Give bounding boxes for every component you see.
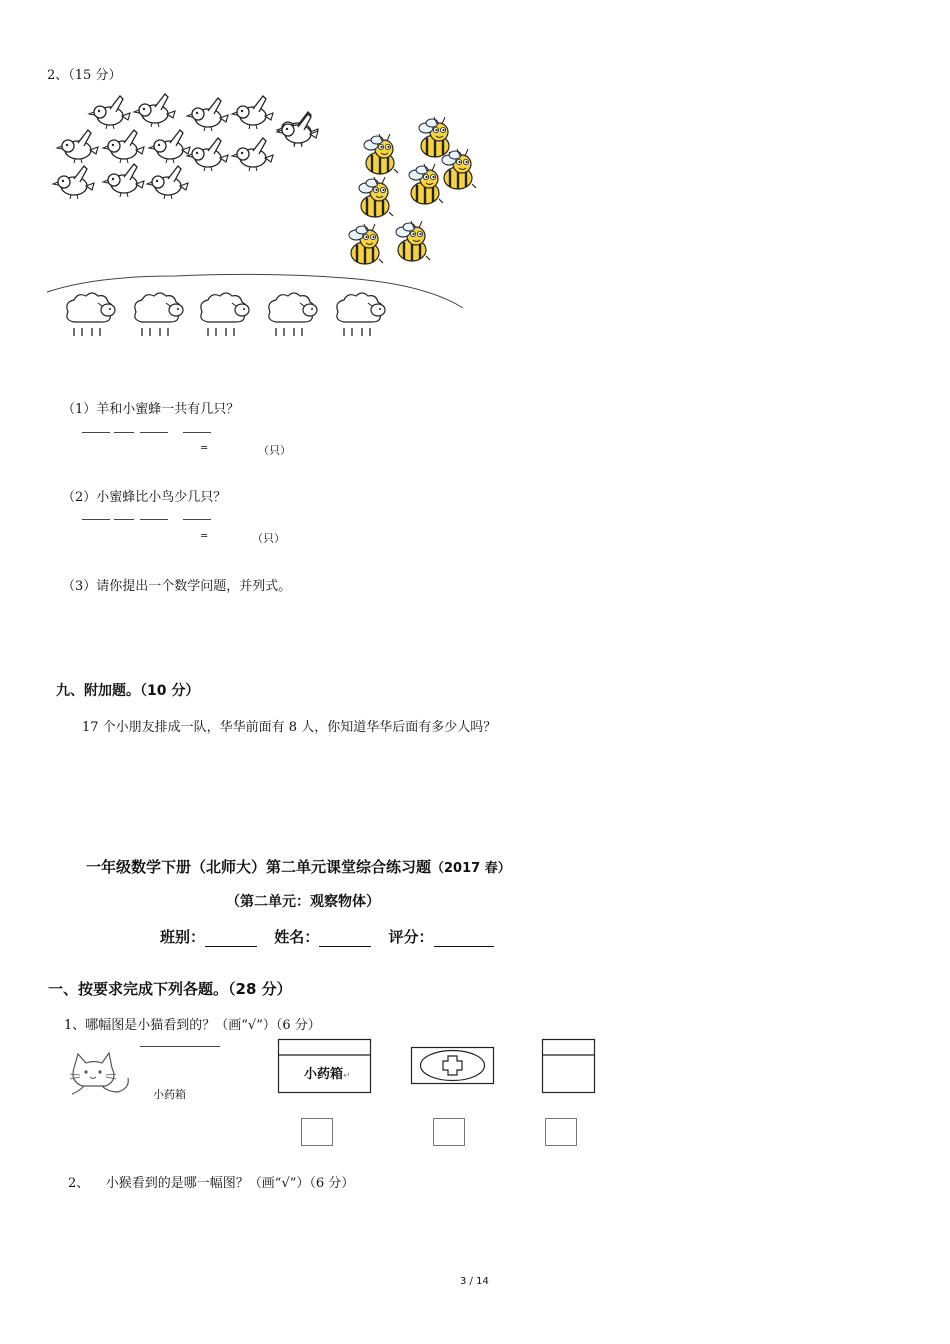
birds-illustration [40,90,340,210]
option-b-checkbox[interactable] [433,1118,465,1146]
answer-blank[interactable] [114,432,134,433]
section-9-question: 17 个小朋友排成一队，华华前面有 8 人，你知道华华后面有多少人吗？ [82,720,497,735]
bee-icon [396,221,430,261]
student-info-row [160,926,494,947]
answer-blank[interactable] [82,432,110,433]
question-2b-text: 2、 小猴看到的是哪一幅图？（画“√”）（6 分） [68,1176,355,1191]
option-c-checkbox[interactable] [545,1118,577,1146]
answer-blank[interactable] [114,519,134,520]
question-2-title: 2、（15 分） [47,68,122,83]
sheep-icon [135,293,183,336]
table-top-line [140,1046,220,1047]
answer-blank[interactable] [140,519,168,520]
bird-icon [103,130,144,163]
medicine-box-label: 小药箱 [153,1088,186,1101]
section-1-title: 一、按要求完成下列各题。（28 分） [48,980,292,998]
class-field[interactable] [205,932,257,947]
question-1-text: 1、哪幅图是小猫看到的？（画“√”）（6 分） [64,1018,321,1033]
bee-icon [349,224,383,264]
bird-icon [232,138,273,171]
sub-question-3: （3）请你提出一个数学问题，并列式。 [62,579,292,594]
option-b-box [411,1047,501,1089]
bird-icon [57,130,98,163]
bee-icon [359,177,393,217]
sheep-icon [269,293,317,336]
bird-icon [147,166,188,199]
option-a-checkbox[interactable] [301,1118,333,1146]
cat-icon [68,1048,148,1098]
sheep-icon [67,293,115,336]
option-a-label: 小药箱↵ [304,1067,351,1082]
bird-icon [103,164,144,197]
document-subtitle: （第二单元：观察物体） [226,894,380,910]
bee-icon [442,149,476,189]
score-label: 评分： [388,928,434,946]
bird-icon [89,96,130,129]
answer-blank[interactable] [82,519,110,520]
document-title-year: （2017 春） [431,861,511,876]
bird-icon [134,94,175,127]
bird-icon [53,166,94,199]
document-title [86,856,511,877]
answer-blank[interactable] [183,519,211,520]
sub-question-2: （2）小蜜蜂比小鸟少几只？ [62,490,227,505]
sheep-icon [337,293,385,336]
bird-icon [277,114,318,147]
sheep-illustration [60,288,400,338]
bee-icon [364,134,398,174]
equals-sign: = [200,531,209,542]
unit-label: （只） [258,444,291,457]
name-label: 姓名： [274,928,320,946]
bird-icon [149,130,190,163]
bee-icon [419,117,453,157]
sub-question-1: （1）羊和小蜜蜂一共有几只？ [62,402,240,417]
bees-illustration [340,110,470,280]
class-label: 班别： [160,928,206,946]
answer-blank[interactable] [140,432,168,433]
name-field[interactable] [319,932,371,947]
bird-icon [187,138,228,171]
unit-label: （只） [252,532,285,545]
sheep-icon [201,293,249,336]
page-number: 3 / 14 [460,1276,489,1287]
option-c-box [542,1039,602,1097]
equals-sign: = [200,443,209,454]
section-9-title: 九、附加题。（10 分） [56,683,200,699]
document-title-main: 一年级数学下册（北师大）第二单元课堂综合练习题 [86,858,432,876]
bird-icon [187,98,228,131]
answer-blank[interactable] [183,432,211,433]
score-field[interactable] [434,932,494,947]
bee-icon [409,164,443,204]
bird-icon [232,96,273,129]
